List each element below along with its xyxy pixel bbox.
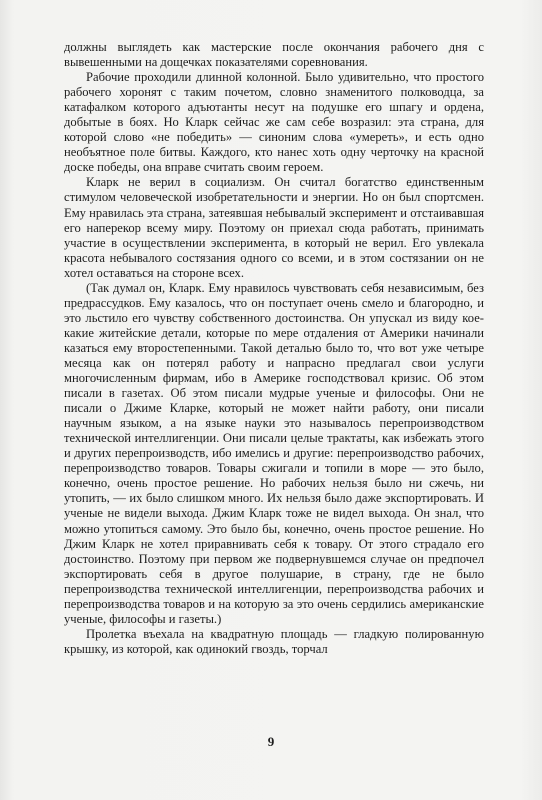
paragraph-2: Рабочие проходили длинной колонной. Было удивительно, что простого рабочего хоронят с таким почетом, словно знаменитого полководца, за катафалком которого адъютанты несут на подушке его шпагу и ордена, добытые в боях. Но Кларк сейчас же сам себе возразил: эта страна, для которой слово «не победить» — синоним слова «умереть», и есть одно необъятное поле битвы. Каждого, кто нанес хоть одну черточку на красной доске победы, она вправе считать своим героем.: [64, 70, 484, 175]
paragraph-4: (Так думал он, Кларк. Ему нравилось чувствовать себя независимым, без предрассудков. Ему казалось, что он поступает очень смело и благородно, и это льстило его чувству собственного достоинства. Он упускал из виду кое-какие житейские детали, которые по мере отдаления от Америки начинали казаться ему второстепенными. Такой деталью было то, что вот уже четыре месяца как он потерял работу и напрасно предлагал свои услуги многочисленным фирмам, ибо в Америке господствовал кризис. Об этом писали в газетах. Об этом писали мудрые ученые и философы. Они не писали о Джиме Кларке, который не может найти работу, они писали научным языком, а на языке науки это называлось перепроизводством технической интеллигенции. Они писали целые трактаты, как избежать этого и других перепроизводств, ибо имелись и другие: перепроизводство рабочих, перепроизводство товаров. Товары сжигали и топили в море — это было, конечно, очень простое решение. Но рабочих нельзя было ни сжечь, ни утопить, — их было слишком много. Их нельзя было даже экспортировать. И ученые не видели выхода. Джим Кларк тоже не видел выхода. Он знал, что можно утопиться самому. Это было бы, конечно, очень простое решение. Но Джим Кларк не хотел приравнивать себя к товару. От этого страдало его достоинство. Поэтому при первом же подвернувшемся случае он предпочел экспортировать себя в другое полушарие, в страну, где не было перепроизводства технической интеллигенции, перепроизводства рабочих и перепроизводства товаров и на которую за это очень сердились американские ученые, философы и газеты.): [64, 280, 484, 626]
body-text: [64, 40, 484, 657]
page-number: 9: [267, 734, 275, 749]
paragraph-3: Кларк не верил в социализм. Он считал богатство единственным стимулом человеческой изобретательности и энергии. Но он был спортсмен. Ему нравилась эта страна, затеявшая небывалый эксперимент и отстаивавшая его наперекор всему миру. Поэтому он приехал сюда работать, принимать участие в осуществлении эксперимента, в который не верил. Его увлекала красота небывалого состязания одного со всеми, и в этом состязании он не хотел оставаться на стороне всех.: [64, 175, 484, 280]
paragraph-5: Пролетка въехала на квадратную площадь — гладкую полированную крышку, из которой, как одинокий гвоздь, торчал: [64, 626, 484, 656]
paragraph-1: должны выглядеть как мастерские после окончания рабочего дня с вывешенными на дощечках показателями соревнования.: [64, 40, 484, 70]
